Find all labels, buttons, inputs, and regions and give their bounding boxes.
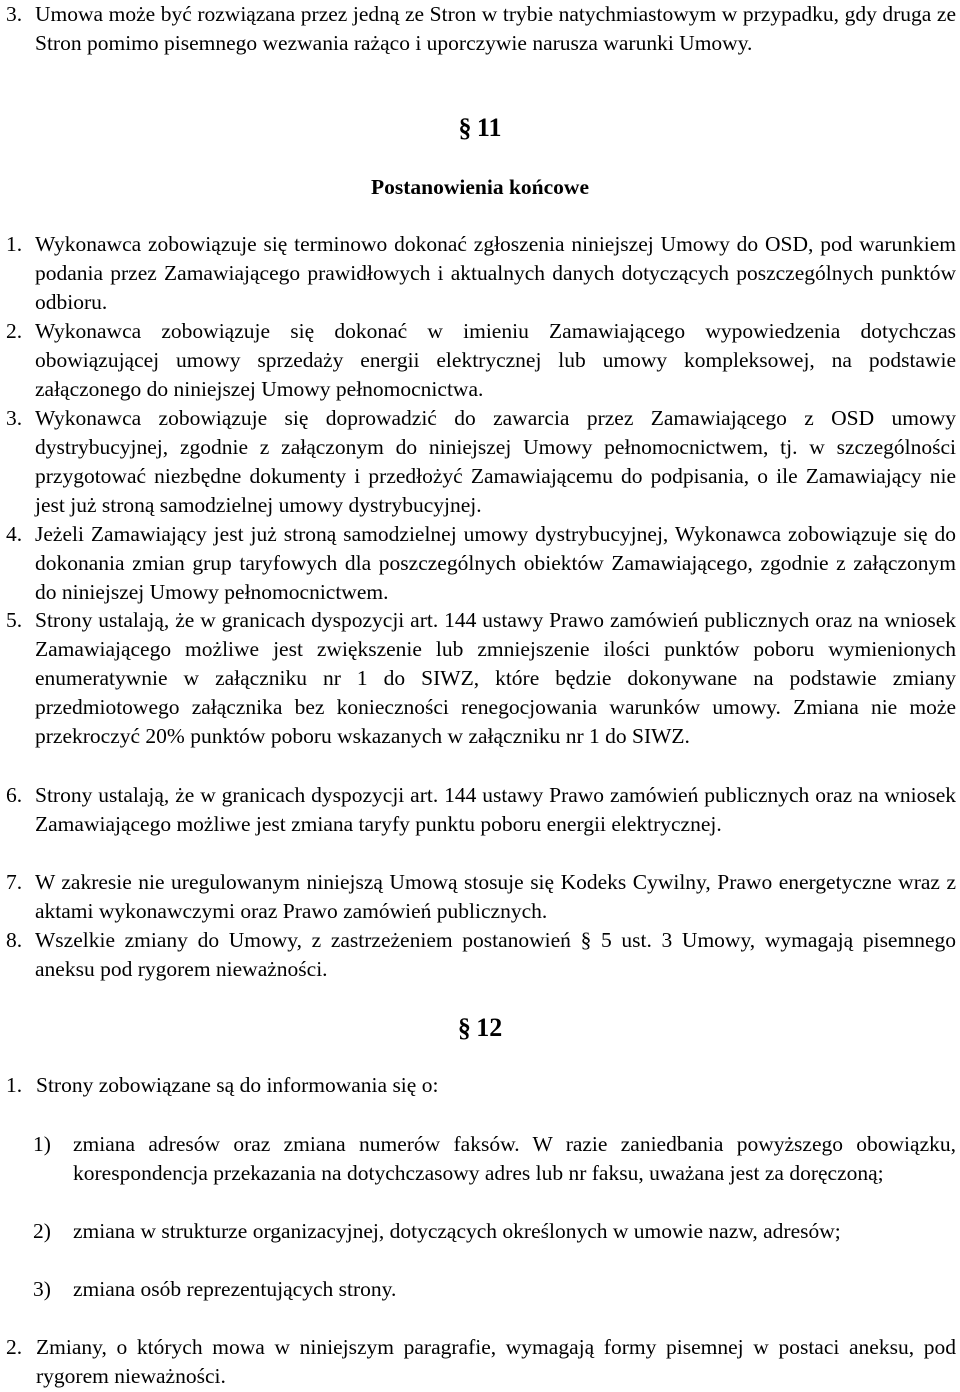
section-title: Postanowienia końcowe [371, 175, 589, 199]
paragraph-number: 2. [6, 319, 23, 343]
paragraph-s12-2 [6, 1333, 956, 1391]
paragraph-text: Strony zobowiązane są do informowania się o: [36, 1073, 439, 1097]
section-12-heading [0, 1013, 960, 1044]
paragraph-text: Jeżeli Zamawiający jest już stroną samodzielnej umowy dystrybucyjnej, Wykonawca zobowiązuje się do dokonania zmian grup taryfowych dla poszczególnych obiektów Zamawiającego, zgodnie z załączonym do niniejszej Umowy pełnomocnictwem. [35, 522, 956, 604]
paragraph-s12-1 [6, 1071, 956, 1100]
paragraph-text: Umowa może być rozwiązana przez jedną ze Stron w trybie natychmiastowym w przypadku, gdy druga ze Stron pomimo pisemnego wezwania rażąco i uporczywie narusza warunki Umowy. [35, 2, 956, 55]
paragraph-s11-5 [6, 606, 956, 751]
section-number: 11 [476, 113, 502, 142]
subitem-text: zmiana osób reprezentujących strony. [73, 1277, 397, 1301]
paragraph-text: Wszelkie zmiany do Umowy, z zastrzeżeniem postanowień § 5 ust. 3 Umowy, wymagają pisemnego aneksu pod rygorem nieważności. [35, 928, 956, 981]
paragraph-text: Zmiany, o których mowa w niniejszym paragrafie, wymagają formy pisemnej w postaci aneksu, pod rygorem nieważności. [36, 1335, 956, 1388]
paragraph-number: 7. [6, 870, 23, 894]
paragraph-number: 5. [6, 608, 23, 632]
paragraph-s11-3 [6, 404, 956, 520]
section-sign: § [457, 1013, 471, 1042]
paragraph-s11-1 [6, 230, 956, 317]
subitem-s12-2 [33, 1217, 956, 1246]
paragraph-number: 1. [6, 232, 23, 256]
paragraph-number: 8. [6, 928, 23, 952]
paragraph-number: 3. [6, 406, 23, 430]
paragraph-number: 1. [6, 1073, 23, 1097]
paragraph-s11-4 [6, 520, 956, 607]
paragraph-s10-3 [6, 0, 956, 58]
section-sign: § [458, 113, 472, 142]
subitem-text: zmiana w strukturze organizacyjnej, dotyczących określonych w umowie nazw, adresów; [73, 1219, 841, 1243]
paragraph-s11-2 [6, 317, 956, 404]
section-number: 12 [476, 1013, 503, 1042]
paragraph-text: Wykonawca zobowiązuje się dokonać w imieniu Zamawiającego wypowiedzenia dotychczas obowiązującej umowy sprzedaży energii elektrycznej lub umowy kompleksowej, na podstawie załączonego do niniejszej Umowy pełnomocnictwa. [35, 319, 956, 401]
paragraph-text: Wykonawca zobowiązuje się terminowo dokonać zgłoszenia niniejszej Umowy do OSD, pod warunkiem podania przez Zamawiającego prawidłowych i aktualnych danych dotyczących poszczególnych punktów odbioru. [35, 232, 956, 314]
paragraph-s11-8 [6, 926, 956, 984]
subitem-text: zmiana adresów oraz zmiana numerów faksów. W razie zaniedbania powyższego obowiązku, korespondencja przekazania na dotychczasowy adres lub nr faksu, uważana jest za doręczoną; [73, 1132, 956, 1185]
paragraph-s11-7 [6, 868, 956, 926]
section-11-heading [0, 113, 960, 144]
paragraph-number: 4. [6, 522, 23, 546]
subitem-s12-1 [33, 1130, 956, 1188]
subitem-number: 1) [33, 1132, 51, 1156]
paragraph-s11-6 [6, 781, 956, 839]
paragraph-number: 3. [6, 2, 23, 26]
section-11-title [0, 173, 960, 202]
paragraph-text: W zakresie nie uregulowanym niniejszą Umową stosuje się Kodeks Cywilny, Prawo energetyczne wraz z aktami wykonawczymi oraz Prawo zamówień publicznych. [35, 870, 956, 923]
paragraph-text: Strony ustalają, że w granicach dyspozycji art. 144 ustawy Prawo zamówień publicznych oraz na wniosek Zamawiającego możliwe jest zmiana taryfy punktu poboru energii elektrycznej. [35, 783, 956, 836]
paragraph-number: 6. [6, 783, 23, 807]
paragraph-text: Wykonawca zobowiązuje się doprowadzić do zawarcia przez Zamawiającego z OSD umowy dystrybucyjnej, zgodnie z załączonym do niniejszej Umowy pełnomocnictwem, tj. w szczególności przygotować niezbędne dokumenty i przedłożyć Zamawiającemu do podpisania, o ile Zamawiający nie jest już stroną samodzielnej umowy dystrybucyjnej. [35, 406, 956, 517]
subitem-number: 2) [33, 1219, 51, 1243]
subitem-s12-3 [33, 1275, 956, 1304]
subitem-number: 3) [33, 1277, 51, 1301]
paragraph-text: Strony ustalają, że w granicach dyspozycji art. 144 ustawy Prawo zamówień publicznych oraz na wniosek Zamawiającego możliwe jest zwiększenie lub zmniejszenie ilości punktów poboru wymienionych enumeratywnie w załączniku nr 1 do SIWZ, które będzie dokonywane na podstawie zmiany przedmiotowego załącznika bez konieczności renegocjowania warunków umowy. Zmiana nie może przekroczyć 20% punktów poboru wskazanych w załączniku nr 1 do SIWZ. [35, 608, 956, 748]
paragraph-number: 2. [6, 1335, 23, 1359]
